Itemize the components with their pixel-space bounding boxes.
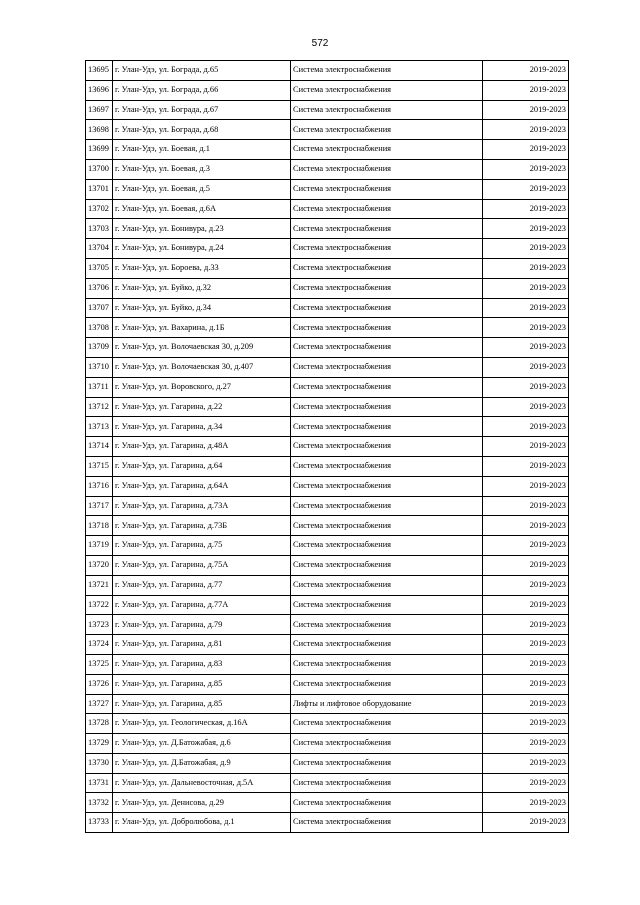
- system-cell: Система электроснабжения: [291, 397, 483, 417]
- address-cell: г. Улан-Удэ, ул. Гагарина, д.77: [113, 575, 291, 595]
- period-cell: 2019-2023: [483, 140, 569, 160]
- period-cell: 2019-2023: [483, 496, 569, 516]
- period-cell: 2019-2023: [483, 595, 569, 615]
- period-cell: 2019-2023: [483, 635, 569, 655]
- system-cell: Система электроснабжения: [291, 654, 483, 674]
- period-cell: 2019-2023: [483, 377, 569, 397]
- address-cell: г. Улан-Удэ, ул. Гагарина, д.81: [113, 635, 291, 655]
- address-cell: г. Улан-Удэ, ул. Гагарина, д.73Б: [113, 516, 291, 536]
- address-cell: г. Улан-Удэ, ул. Бограда, д.65: [113, 61, 291, 81]
- table-row: [86, 397, 569, 417]
- address-cell: г. Улан-Удэ, ул. Гагарина, д.79: [113, 615, 291, 635]
- row-number-cell: 13713: [86, 417, 113, 437]
- period-cell: 2019-2023: [483, 278, 569, 298]
- system-cell: Система электроснабжения: [291, 595, 483, 615]
- row-number-cell: 13719: [86, 536, 113, 556]
- table-row: [86, 417, 569, 437]
- table-row: [86, 437, 569, 457]
- address-cell: г. Улан-Удэ, ул. Геологическая, д.16А: [113, 714, 291, 734]
- registry-table: [85, 60, 569, 833]
- table-row: [86, 536, 569, 556]
- system-cell: Система электроснабжения: [291, 239, 483, 259]
- address-cell: г. Улан-Удэ, ул. Гагарина, д.75: [113, 536, 291, 556]
- address-cell: г. Улан-Удэ, ул. Гагарина, д.64А: [113, 476, 291, 496]
- address-cell: г. Улан-Удэ, ул. Буйко, д.34: [113, 298, 291, 318]
- row-number-cell: 13703: [86, 219, 113, 239]
- period-cell: 2019-2023: [483, 615, 569, 635]
- system-cell: Система электроснабжения: [291, 120, 483, 140]
- address-cell: г. Улан-Удэ, ул. Д.Батожабая, д.6: [113, 734, 291, 754]
- address-cell: г. Улан-Удэ, ул. Бонивура, д.23: [113, 219, 291, 239]
- address-cell: г. Улан-Удэ, ул. Гагарина, д.77А: [113, 595, 291, 615]
- system-cell: Система электроснабжения: [291, 516, 483, 536]
- system-cell: Система электроснабжения: [291, 793, 483, 813]
- address-cell: г. Улан-Удэ, ул. Бонивура, д.24: [113, 239, 291, 259]
- system-cell: Система электроснабжения: [291, 496, 483, 516]
- period-cell: 2019-2023: [483, 219, 569, 239]
- address-cell: г. Улан-Удэ, ул. Гагарина, д.48А: [113, 437, 291, 457]
- period-cell: 2019-2023: [483, 654, 569, 674]
- table-row: [86, 476, 569, 496]
- row-number-cell: 13702: [86, 199, 113, 219]
- period-cell: 2019-2023: [483, 61, 569, 81]
- system-cell: Система электроснабжения: [291, 773, 483, 793]
- row-number-cell: 13695: [86, 61, 113, 81]
- system-cell: Система электроснабжения: [291, 437, 483, 457]
- table-row: [86, 377, 569, 397]
- period-cell: 2019-2023: [483, 199, 569, 219]
- row-number-cell: 13698: [86, 120, 113, 140]
- period-cell: 2019-2023: [483, 357, 569, 377]
- address-cell: г. Улан-Удэ, ул. Гагарина, д.75А: [113, 555, 291, 575]
- row-number-cell: 13700: [86, 159, 113, 179]
- system-cell: Система электроснабжения: [291, 753, 483, 773]
- table-row: [86, 140, 569, 160]
- table-row: [86, 61, 569, 81]
- row-number-cell: 13706: [86, 278, 113, 298]
- system-cell: Система электроснабжения: [291, 536, 483, 556]
- table-row: [86, 357, 569, 377]
- table-row: [86, 100, 569, 120]
- period-cell: 2019-2023: [483, 753, 569, 773]
- system-cell: Система электроснабжения: [291, 714, 483, 734]
- table-row: [86, 298, 569, 318]
- table-row: [86, 258, 569, 278]
- row-number-cell: 13723: [86, 615, 113, 635]
- address-cell: г. Улан-Удэ, ул. Буйко, д.32: [113, 278, 291, 298]
- period-cell: 2019-2023: [483, 258, 569, 278]
- table-row: [86, 516, 569, 536]
- row-number-cell: 13721: [86, 575, 113, 595]
- address-cell: г. Улан-Удэ, ул. Денисова, д.29: [113, 793, 291, 813]
- system-cell: Система электроснабжения: [291, 377, 483, 397]
- period-cell: 2019-2023: [483, 813, 569, 833]
- address-cell: г. Улан-Удэ, ул. Гагарина, д.83: [113, 654, 291, 674]
- table-row: [86, 199, 569, 219]
- address-cell: г. Улан-Удэ, ул. Д.Батожабая, д.9: [113, 753, 291, 773]
- table-row: [86, 595, 569, 615]
- row-number-cell: 13731: [86, 773, 113, 793]
- table-row: [86, 318, 569, 338]
- row-number-cell: 13705: [86, 258, 113, 278]
- row-number-cell: 13728: [86, 714, 113, 734]
- period-cell: 2019-2023: [483, 298, 569, 318]
- address-cell: г. Улан-Удэ, ул. Волочаевская 30, д.209: [113, 338, 291, 358]
- row-number-cell: 13729: [86, 734, 113, 754]
- row-number-cell: 13733: [86, 813, 113, 833]
- system-cell: Система электроснабжения: [291, 199, 483, 219]
- row-number-cell: 13718: [86, 516, 113, 536]
- period-cell: 2019-2023: [483, 773, 569, 793]
- row-number-cell: 13701: [86, 179, 113, 199]
- address-cell: г. Улан-Удэ, ул. Гагарина, д.22: [113, 397, 291, 417]
- system-cell: Система электроснабжения: [291, 80, 483, 100]
- address-cell: г. Улан-Удэ, ул. Гагарина, д.73А: [113, 496, 291, 516]
- system-cell: Система электроснабжения: [291, 476, 483, 496]
- period-cell: 2019-2023: [483, 694, 569, 714]
- table-row: [86, 654, 569, 674]
- address-cell: г. Улан-Удэ, ул. Гагарина, д.85: [113, 674, 291, 694]
- row-number-cell: 13712: [86, 397, 113, 417]
- table-row: [86, 813, 569, 833]
- system-cell: Система электроснабжения: [291, 159, 483, 179]
- table-row: [86, 575, 569, 595]
- system-cell: Система электроснабжения: [291, 100, 483, 120]
- table-row: [86, 338, 569, 358]
- row-number-cell: 13717: [86, 496, 113, 516]
- period-cell: 2019-2023: [483, 793, 569, 813]
- row-number-cell: 13730: [86, 753, 113, 773]
- table-row: [86, 773, 569, 793]
- row-number-cell: 13724: [86, 635, 113, 655]
- address-cell: г. Улан-Удэ, ул. Бограда, д.67: [113, 100, 291, 120]
- period-cell: 2019-2023: [483, 714, 569, 734]
- period-cell: 2019-2023: [483, 179, 569, 199]
- period-cell: 2019-2023: [483, 437, 569, 457]
- row-number-cell: 13710: [86, 357, 113, 377]
- period-cell: 2019-2023: [483, 516, 569, 536]
- period-cell: 2019-2023: [483, 456, 569, 476]
- address-cell: г. Улан-Удэ, ул. Гагарина, д.85: [113, 694, 291, 714]
- system-cell: Система электроснабжения: [291, 298, 483, 318]
- row-number-cell: 13709: [86, 338, 113, 358]
- system-cell: Система электроснабжения: [291, 555, 483, 575]
- registry-table-body: [86, 61, 569, 833]
- table-row: [86, 496, 569, 516]
- row-number-cell: 13725: [86, 654, 113, 674]
- system-cell: Система электроснабжения: [291, 417, 483, 437]
- table-row: [86, 278, 569, 298]
- row-number-cell: 13696: [86, 80, 113, 100]
- period-cell: 2019-2023: [483, 397, 569, 417]
- address-cell: г. Улан-Удэ, ул. Дальневосточная, д.5А: [113, 773, 291, 793]
- row-number-cell: 13720: [86, 555, 113, 575]
- system-cell: Система электроснабжения: [291, 318, 483, 338]
- period-cell: 2019-2023: [483, 536, 569, 556]
- period-cell: 2019-2023: [483, 417, 569, 437]
- row-number-cell: 13699: [86, 140, 113, 160]
- period-cell: 2019-2023: [483, 575, 569, 595]
- table-row: [86, 80, 569, 100]
- period-cell: 2019-2023: [483, 734, 569, 754]
- address-cell: г. Улан-Удэ, ул. Боевая, д.3: [113, 159, 291, 179]
- system-cell: Система электроснабжения: [291, 61, 483, 81]
- period-cell: 2019-2023: [483, 555, 569, 575]
- period-cell: 2019-2023: [483, 80, 569, 100]
- system-cell: Система электроснабжения: [291, 338, 483, 358]
- system-cell: Система электроснабжения: [291, 674, 483, 694]
- table-row: [86, 694, 569, 714]
- address-cell: г. Улан-Удэ, ул. Воровского, д.27: [113, 377, 291, 397]
- table-row: [86, 615, 569, 635]
- address-cell: г. Улан-Удэ, ул. Добролюбова, д.1: [113, 813, 291, 833]
- table-row: [86, 734, 569, 754]
- address-cell: г. Улан-Удэ, ул. Бороева, д.33: [113, 258, 291, 278]
- system-cell: Система электроснабжения: [291, 179, 483, 199]
- row-number-cell: 13716: [86, 476, 113, 496]
- row-number-cell: 13714: [86, 437, 113, 457]
- system-cell: Система электроснабжения: [291, 357, 483, 377]
- table-row: [86, 456, 569, 476]
- address-cell: г. Улан-Удэ, ул. Бограда, д.66: [113, 80, 291, 100]
- period-cell: 2019-2023: [483, 239, 569, 259]
- row-number-cell: 13722: [86, 595, 113, 615]
- table-row: [86, 219, 569, 239]
- period-cell: 2019-2023: [483, 100, 569, 120]
- table-row: [86, 120, 569, 140]
- address-cell: г. Улан-Удэ, ул. Гагарина, д.34: [113, 417, 291, 437]
- system-cell: Система электроснабжения: [291, 456, 483, 476]
- row-number-cell: 13697: [86, 100, 113, 120]
- system-cell: Система электроснабжения: [291, 734, 483, 754]
- period-cell: 2019-2023: [483, 476, 569, 496]
- period-cell: 2019-2023: [483, 159, 569, 179]
- period-cell: 2019-2023: [483, 338, 569, 358]
- row-number-cell: 13726: [86, 674, 113, 694]
- system-cell: Система электроснабжения: [291, 575, 483, 595]
- table-row: [86, 793, 569, 813]
- system-cell: Система электроснабжения: [291, 813, 483, 833]
- period-cell: 2019-2023: [483, 120, 569, 140]
- address-cell: г. Улан-Удэ, ул. Вахарина, д.1Б: [113, 318, 291, 338]
- row-number-cell: 13711: [86, 377, 113, 397]
- address-cell: г. Улан-Удэ, ул. Боевая, д.1: [113, 140, 291, 160]
- table-row: [86, 239, 569, 259]
- system-cell: Система электроснабжения: [291, 140, 483, 160]
- row-number-cell: 13732: [86, 793, 113, 813]
- address-cell: г. Улан-Удэ, ул. Гагарина, д.64: [113, 456, 291, 476]
- system-cell: Система электроснабжения: [291, 635, 483, 655]
- address-cell: г. Улан-Удэ, ул. Боевая, д.6А: [113, 199, 291, 219]
- table-row: [86, 159, 569, 179]
- address-cell: г. Улан-Удэ, ул. Боевая, д.5: [113, 179, 291, 199]
- system-cell: Система электроснабжения: [291, 278, 483, 298]
- period-cell: 2019-2023: [483, 674, 569, 694]
- table-row: [86, 753, 569, 773]
- row-number-cell: 13727: [86, 694, 113, 714]
- system-cell: Система электроснабжения: [291, 258, 483, 278]
- table-row: [86, 635, 569, 655]
- period-cell: 2019-2023: [483, 318, 569, 338]
- row-number-cell: 13715: [86, 456, 113, 476]
- table-row: [86, 714, 569, 734]
- table-row: [86, 674, 569, 694]
- row-number-cell: 13707: [86, 298, 113, 318]
- table-row: [86, 555, 569, 575]
- system-cell: Система электроснабжения: [291, 219, 483, 239]
- address-cell: г. Улан-Удэ, ул. Волочаевская 30, д.407: [113, 357, 291, 377]
- row-number-cell: 13708: [86, 318, 113, 338]
- table-row: [86, 179, 569, 199]
- address-cell: г. Улан-Удэ, ул. Бограда, д.68: [113, 120, 291, 140]
- system-cell: Лифты и лифтовое оборудование: [291, 694, 483, 714]
- row-number-cell: 13704: [86, 239, 113, 259]
- system-cell: Система электроснабжения: [291, 615, 483, 635]
- page-number: 572: [311, 38, 329, 49]
